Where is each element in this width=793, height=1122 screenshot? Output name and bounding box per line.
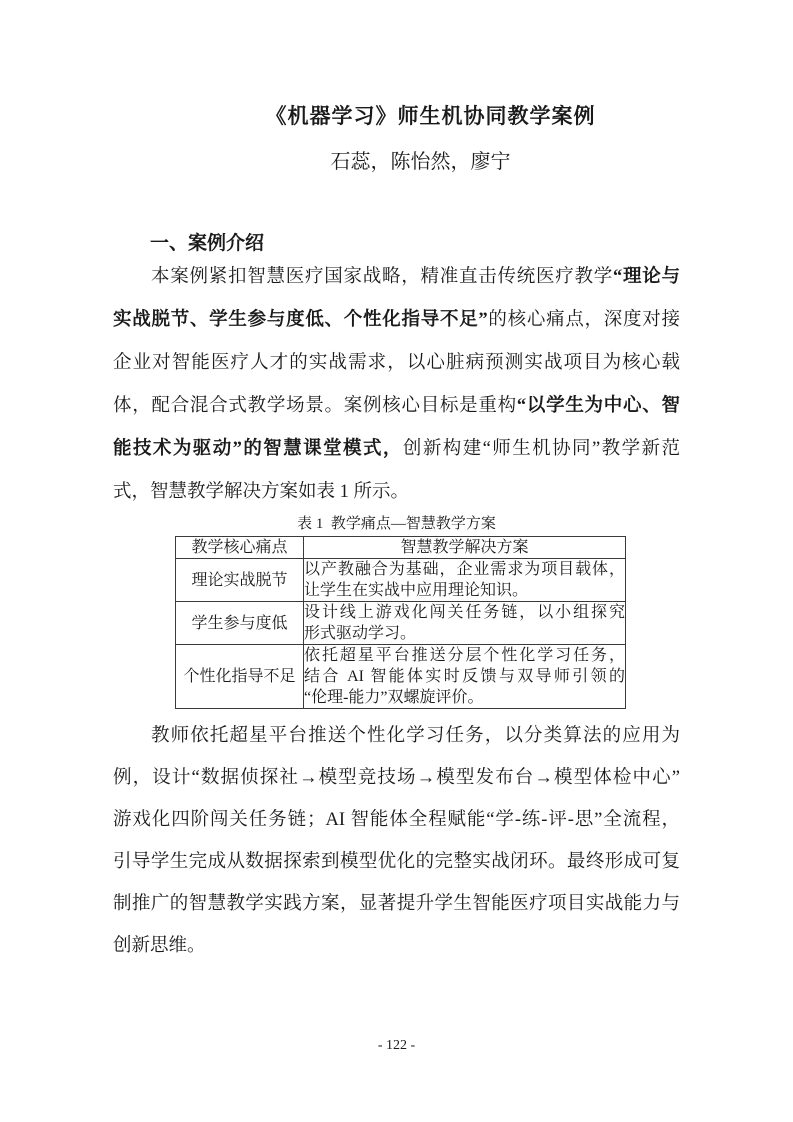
paragraph-line (113, 256, 680, 299)
pain-cell: 个性化指导不足 (176, 645, 304, 709)
solution-line: 设计线上游戏化闯关任务链，以小组探究 (304, 604, 625, 621)
paragraph-line (113, 299, 680, 342)
solution-cell (304, 645, 626, 709)
section-heading: 一、案例介绍 (150, 233, 265, 254)
text-segment-bold: “理论与 (612, 267, 680, 287)
table-row (176, 645, 626, 709)
document-title: 《机器学习》师生机协同教学案例 (265, 104, 596, 128)
text-segment: 式，智慧教学解决方案如表 1 所示。 (113, 482, 410, 502)
text-segment: 本案例紧扣智慧医疗国家战略，精准直击传统医疗教学 (151, 267, 613, 287)
solution-cell (304, 602, 626, 645)
paragraph-line (113, 342, 680, 385)
pain-cell: 学生参与度低 (176, 602, 304, 645)
solution-line: 形式驱动学习。 (304, 625, 417, 642)
text-segment: 创新构建“师生机协同”教学新范 (402, 439, 680, 459)
table-header-pain: 教学核心痛点 (176, 537, 304, 559)
text-segment: 企业对智能医疗人才的实战需求，以心脏病预测实战项目为核心载 (113, 353, 680, 373)
paragraph-line (113, 428, 680, 471)
solution-cell (304, 559, 626, 602)
solution-line: 依托超星平台推送分层个性化学习任务， (304, 647, 625, 664)
solution-line: 让学生在实战中应用理论知识。 (304, 582, 529, 599)
paragraph-line (113, 385, 680, 428)
paragraph-line: 制推广的智慧教学实践方案，显著提升学生智能医疗项目实战能力与 (113, 894, 680, 914)
paragraph-line: 游戏化四阶闯关任务链；AI 智能体全程赋能“学-练-评-思”全流程， (113, 810, 680, 830)
paragraph-line: 引导学生完成从数据探索到模型优化的完整实战闭环。最终形成可复 (113, 852, 680, 872)
paragraph-line (113, 471, 680, 514)
solution-line: 以产教融合为基础，企业需求为项目载体， (304, 561, 625, 578)
text-segment-bold: 实战脱节、学生参与度低、个性化指导不足” (113, 310, 488, 330)
solution-line: “伦理-能力”双螺旋评价。 (304, 689, 484, 706)
text-segment: 的核心痛点，深度对接 (487, 310, 680, 330)
table-caption: 表 1 教学痛点—智慧教学方案 (297, 516, 496, 532)
text-segment-bold: “以学生为中心、智 (516, 396, 680, 416)
paragraph-line: 教师依托超星平台推送个性化学习任务，以分类算法的应用为 (151, 726, 680, 746)
page-number: - 122 - (377, 1038, 416, 1053)
authors-line: 石蕊，陈怡然，廖宁 (330, 151, 511, 173)
text-segment: 体，配合混合式教学场景。案例核心目标是重构 (113, 396, 517, 416)
paragraph-1 (113, 256, 680, 514)
pain-points-table (175, 536, 626, 709)
paragraph-2 (113, 715, 680, 967)
table-row (176, 602, 626, 645)
pain-cell: 理论实战脱节 (176, 559, 304, 602)
table-header-row (176, 537, 626, 559)
table-row (176, 559, 626, 602)
table-header-solution: 智慧教学解决方案 (304, 537, 626, 559)
text-segment-bold: 能技术为驱动”的智慧课堂模式， (113, 439, 403, 459)
solution-line: 结合 AI 智能体实时反馈与双导师引领的 (304, 668, 625, 685)
paragraph-line: 例，设计“数据侦探社→模型竞技场→模型发布台→模型体检中心” (113, 768, 680, 788)
paragraph-line: 创新思维。 (113, 936, 206, 956)
